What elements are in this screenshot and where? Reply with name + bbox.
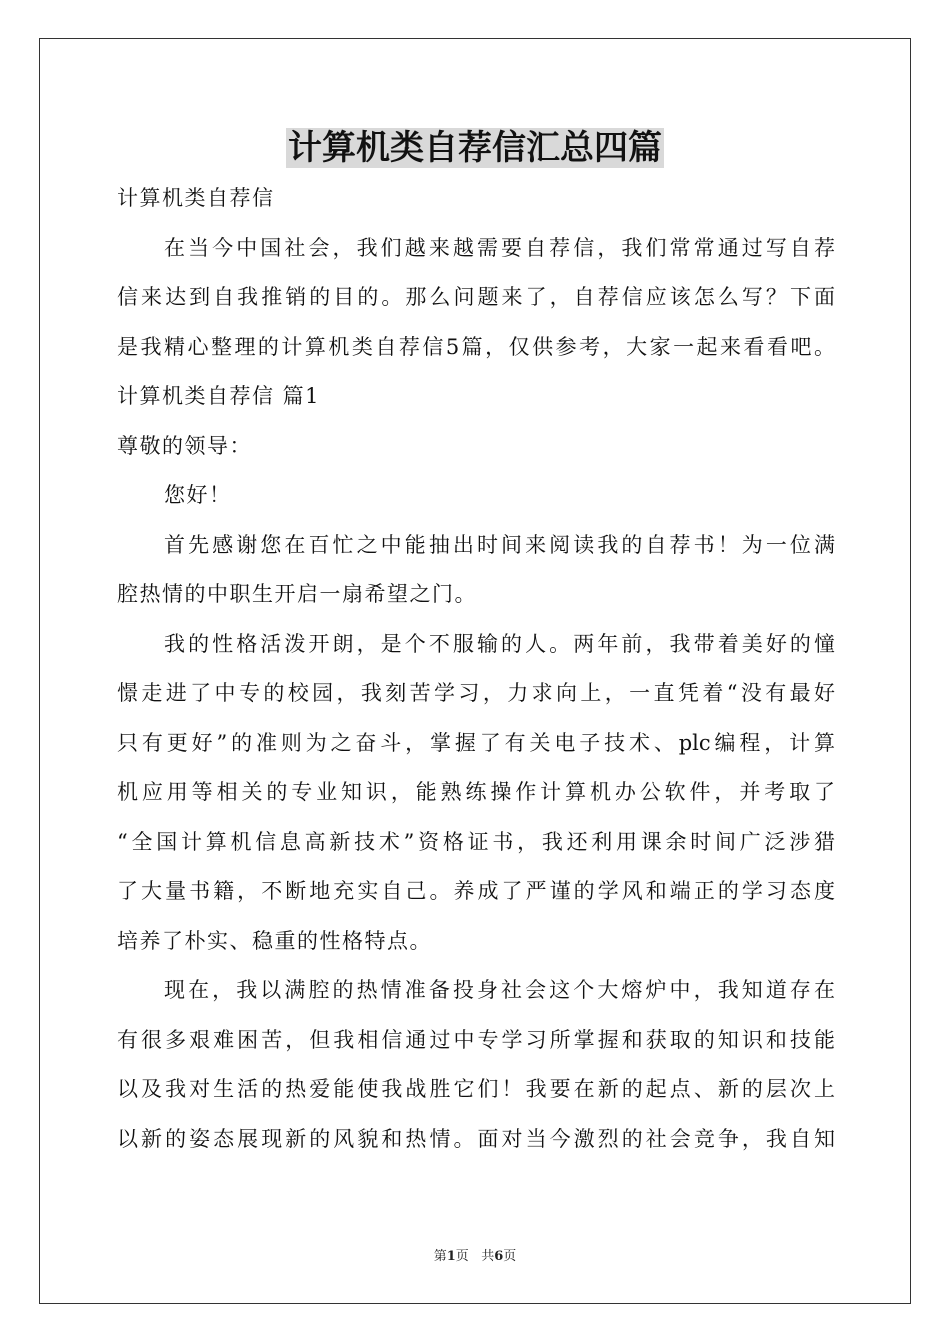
footer-total-prefix: 共 [481, 1249, 495, 1264]
text-line: 以及我对生活的热爱能使我战胜它们！我要在新的起点、新的层次上 [117, 1077, 835, 1101]
page-footer [0, 1245, 950, 1264]
text-line: 计算机类自荐信 [117, 186, 275, 210]
text-line: 是我精心整理的计算机类自荐信5篇，仅供参考，大家一起来看看吧。 [117, 334, 835, 359]
footer-page-number: 1 [446, 1249, 456, 1264]
text-line: 我的性格活泼开朗，是个不服输的人。两年前，我带着美好的憧 [164, 631, 835, 656]
text-line: 了大量书籍，不断地充实自己。养成了严谨的学风和端正的学习态度 [117, 879, 835, 903]
text-line: 您好！ [164, 483, 232, 507]
text-line: 尊敬的领导： [117, 433, 252, 458]
text-line: 憬走进了中专的校园，我刻苦学习，力求向上，一直凭着“没有最好 [117, 681, 835, 705]
text-line: 只有更好”的准则为之奋斗，掌握了有关电子技术、plc编程，计算 [117, 730, 835, 755]
text-line: 在当今中国社会，我们越来越需要自荐信，我们常常通过写自荐 [164, 235, 835, 260]
text-line: 计算机类自荐信 篇1 [117, 384, 321, 408]
footer-total-suffix: 页 [503, 1249, 517, 1264]
footer-total-pages: 6 [494, 1249, 504, 1264]
footer-page-suffix: 页 [455, 1249, 469, 1264]
document-title [0, 122, 950, 174]
text-line: 有很多艰难困苦，但我相信通过中专学习所掌握和获取的知识和技能 [117, 1027, 835, 1052]
text-line: 腔热情的中职生开启一扇希望之门。 [117, 582, 477, 606]
document-title-text: 计算机类自荐信汇总四篇 [288, 128, 662, 168]
text-line: “全国计算机信息高新技术”资格证书，我还利用课余时间广泛涉猎 [117, 829, 835, 854]
text-line: 首先感谢您在百忙之中能抽出时间来阅读我的自荐书！为一位满 [164, 532, 835, 557]
document-body [117, 174, 835, 1164]
footer-page-prefix: 第 [433, 1249, 447, 1264]
text-line: 以新的姿态展现新的风貌和热情。面对当今激烈的社会竞争，我自知 [117, 1126, 835, 1151]
text-line: 培养了朴实、稳重的性格特点。 [117, 928, 432, 953]
text-line: 现在，我以满腔的热情准备投身社会这个大熔炉中，我知道存在 [164, 978, 835, 1002]
text-line: 机应用等相关的专业知识，能熟练操作计算机办公软件，并考取了 [117, 780, 835, 804]
text-line: 信来达到自我推销的目的。那么问题来了，自荐信应该怎么写？下面 [117, 285, 835, 309]
